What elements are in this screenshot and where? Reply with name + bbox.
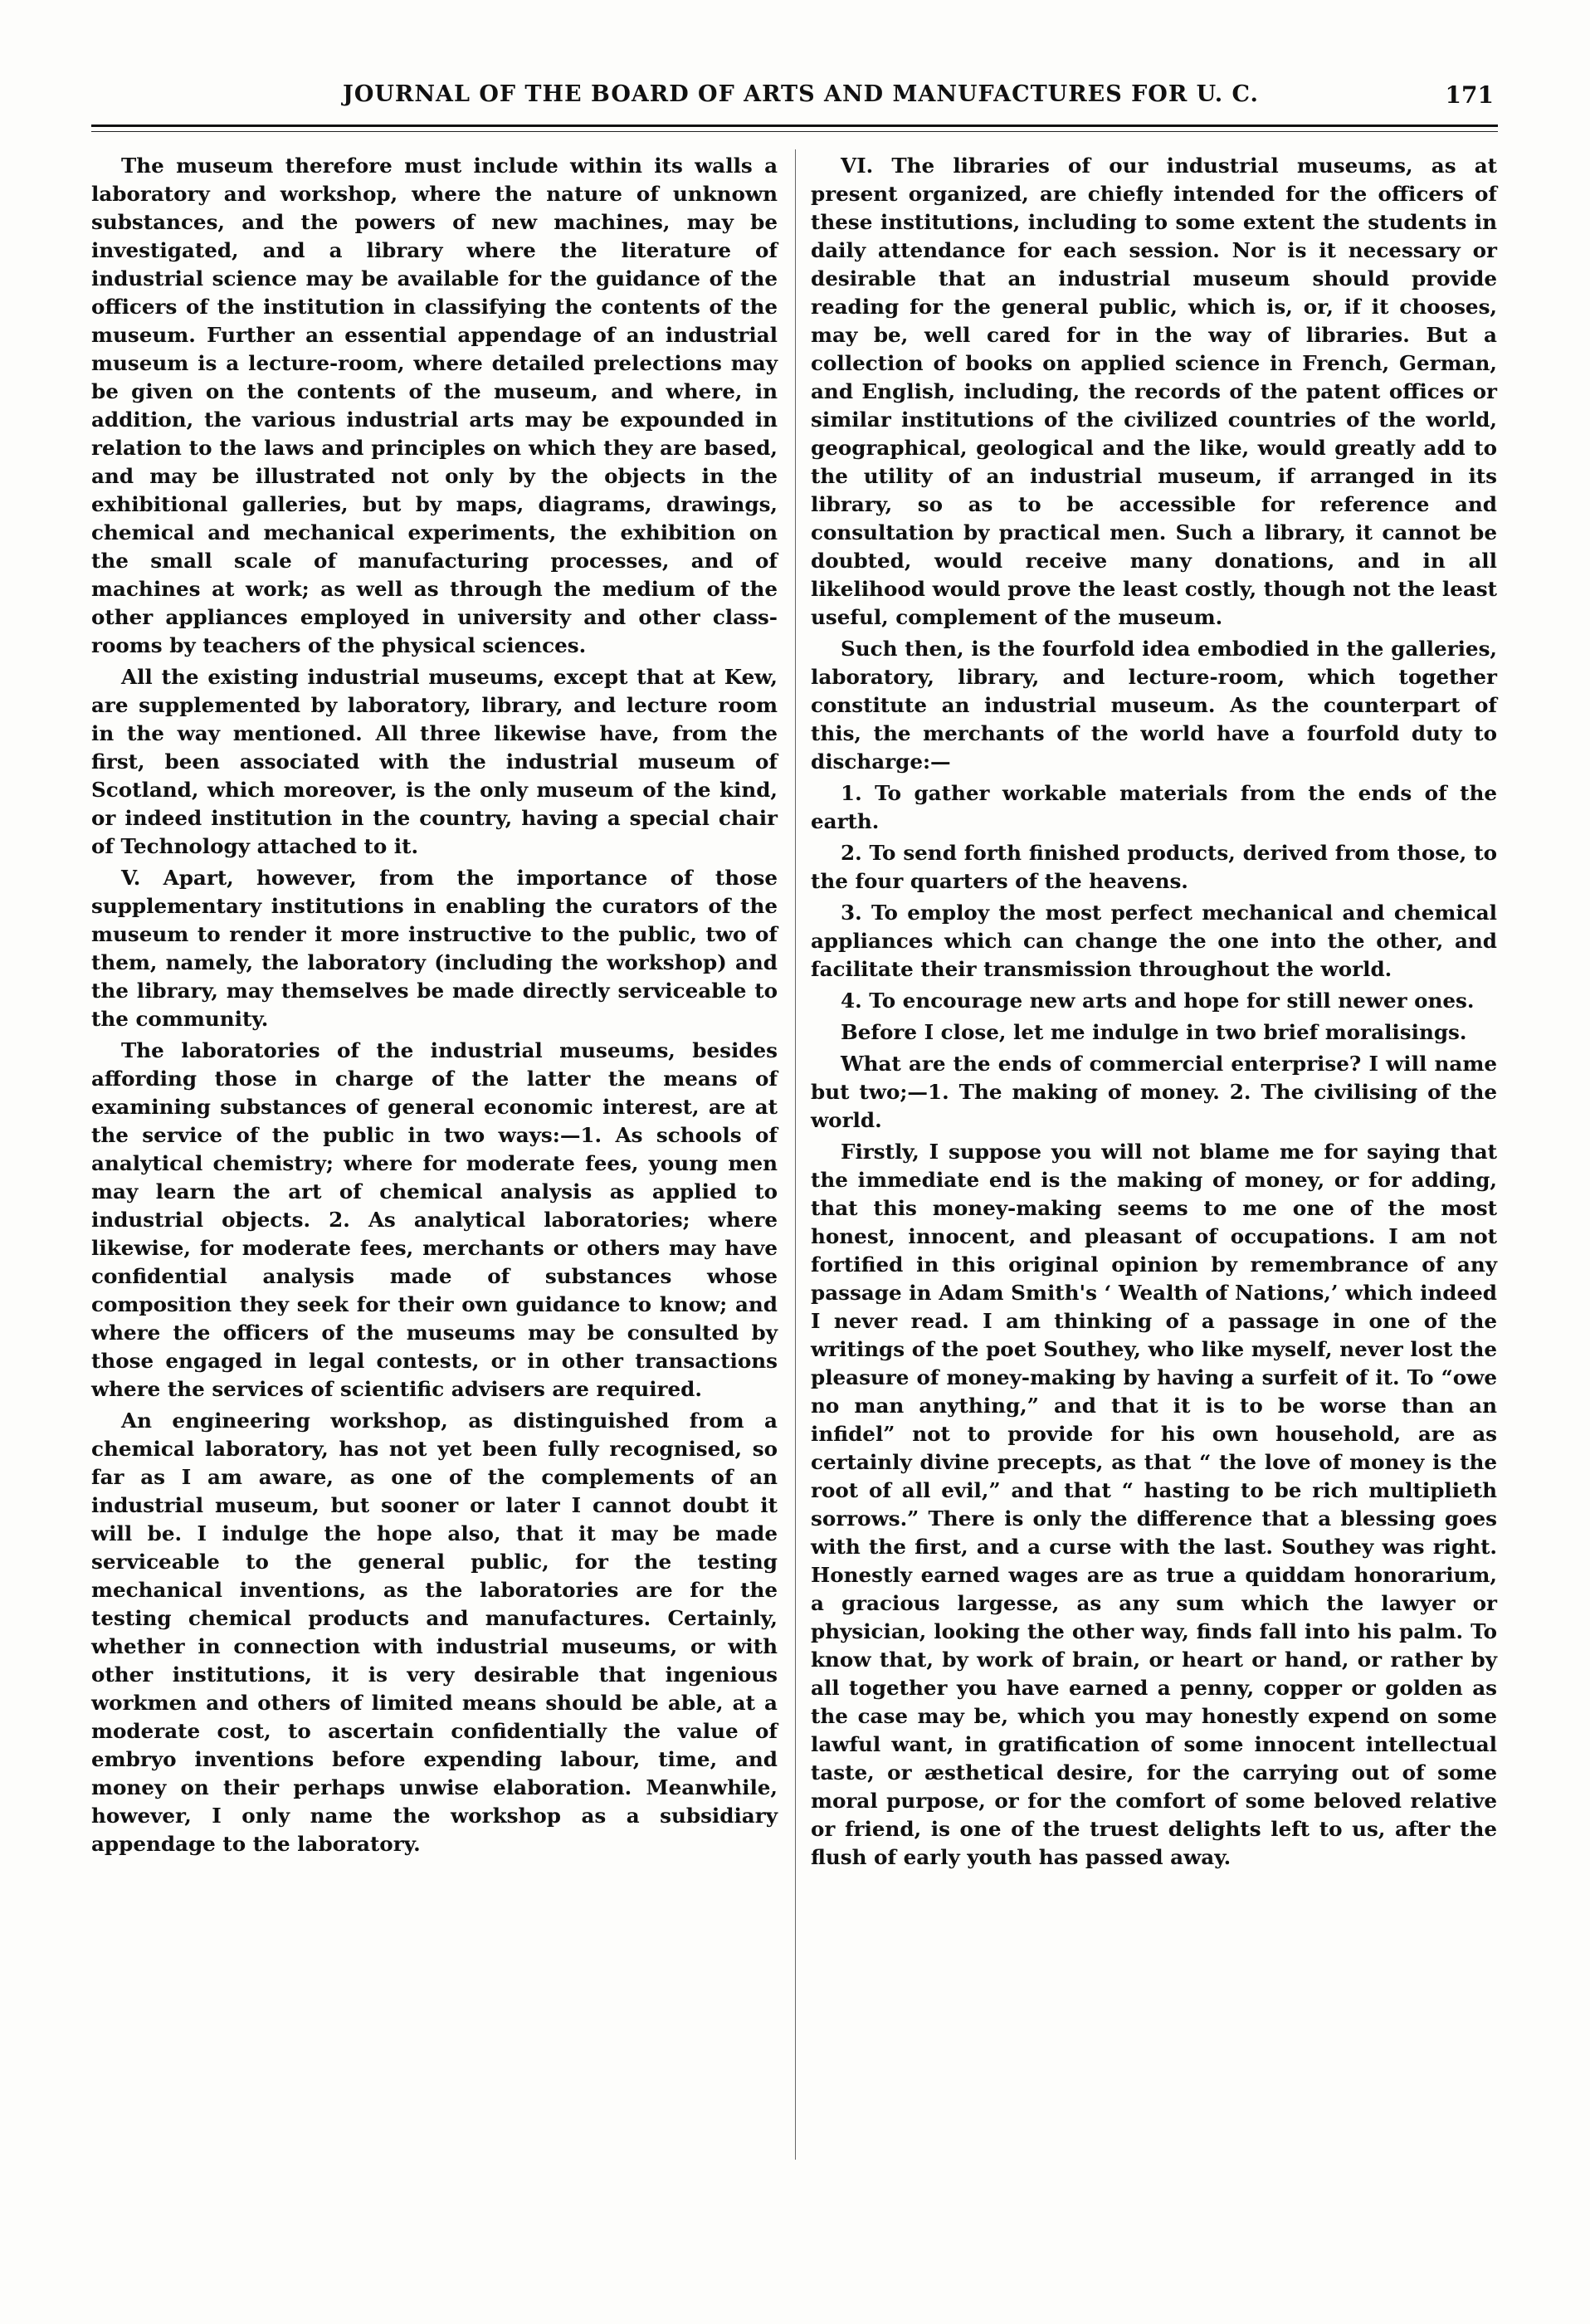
- journal-title: JOURNAL OF THE BOARD OF ARTS AND MANUFACTURES FOR U. C.: [343, 81, 1259, 107]
- paragraph: An engineering workshop, as distinguished from a chemical laboratory, has not yet been fully recognised, so far as I am aware, as one of the complements of an industrial museum, but sooner or later I cannot doubt it will be. I indulge the hope also, that it may be made serviceable to the general public, for the testing mechanical inventions, as the laboratories are for the testing chemical products and manufactures. Certainly, whether in connection with industrial museums, or with other institutions, it is very desirable that ingenious workmen and others of limited means should be able, at a moderate cost, to ascertain confidentially the value of embryo inventions before expending labour, time, and money on their perhaps unwise elaboration. Meanwhile, however, I only name the workshop as a subsidiary appendage to the laboratory.: [91, 1409, 778, 1856]
- paragraph: Before I close, let me indulge in two brief moralisings.: [841, 1020, 1467, 1044]
- paragraph: VI. The libraries of our industrial museums, as at present organized, are chiefly intended for the officers of these institutions, including to some extent the students in daily attendance for each session. Nor is it necessary or desirable that an industrial museum should provide reading for the general public, which is, or, if it chooses, may be, well cared for in the way of libraries. But a collection of books on applied science in French, German, and English, including, the records of the patent offices or similar institutions of the civilized countries of the world, geographical, geological and the like, would greatly add to the utility of an industrial museum, if arranged in its library, so as to be accessible for reference and consultation by practical men. Such a library, it cannot be doubted, would receive many donations, and in all likelihood would prove the least costly, though not the least useful, complement of the museum.: [811, 154, 1497, 629]
- page-number: 171: [1445, 81, 1494, 109]
- paragraph: Firstly, I suppose you will not blame me for saying that the immediate end is the making of money, or for adding, that this money-making seems to me one of the most honest, innocent, and pleasant of occupations. I am not fortified in this original opinion by remembrance of any passage in Adam Smith's ‘ Wealth of Nations,’ which indeed I never read. I am thinking of a passage in one of the writings of the poet Southey, who like myself, never lost the pleasure of money-making by having a surfeit of it. To “owe no man anything,” and that it is to be worse than an infidel” not to provide for his own household, are as certainly divine precepts, as that “ the love of money is the root of all evil,” and that “ hasting to be rich multiplieth sorrows.” There is only the difference that a blessing goes with the first, and a curse with the last. Southey was right. Honestly earned wages are as true a quiddam honorarium, a gracious largesse, as any sum which the lawyer or physician, looking the other way, finds fall into his palm. To know that, by work of brain, or heart or hand, or rather by all together you have earned a penny, copper or golden as the case may be, which you may honestly expend on some lawful want, in gratification of some innocent intellectual taste, or æsthetical desire, for the carrying out of some moral purpose, or for the comfort of some beloved relative or friend, is one of the truest delights left to us, after the flush of early youth has passed away.: [811, 1140, 1497, 1869]
- list-item: 2. To send forth finished products, derived from those, to the four quarters of the heavens.: [811, 841, 1497, 893]
- list-item: 3. To employ the most perfect mechanical and chemical appliances which can change the one into the other, and facilitate their transmission throughout the world.: [811, 901, 1497, 981]
- paragraph: Such then, is the fourfold idea embodied in the galleries, laboratory, library, and lecture-room, which together constitute an industrial museum. As the counterpart of this, the merchants of the world have a fourfold duty to discharge:—: [811, 637, 1497, 774]
- paragraph: What are the ends of commercial enterprise? I will name but two;—1. The making of money. 2. The civilising of the world.: [811, 1052, 1497, 1132]
- list-item: 1. To gather workable materials from the ends of the earth.: [811, 781, 1497, 833]
- header-rule: [91, 124, 1498, 127]
- paragraph: V. Apart, however, from the importance of those supplementary institutions in enabling the curators of the museum to render it more instructive to the public, two of them, namely, the laboratory (including the workshop) and the library, may themselves be made directly serviceable to the community.: [91, 866, 778, 1031]
- column-divider: [795, 149, 796, 2160]
- list-item: 4. To encourage new arts and hope for still newer ones.: [841, 989, 1475, 1013]
- header-rule-thin: [91, 131, 1498, 132]
- paragraph: The museum therefore must include within its walls a laboratory and workshop, where the nature of unknown substances, and the powers of new machines, may be investigated, and a library where the literature of industrial science may be available for the guidance of the officers of the institution in classifying the contents of the museum. Further an essential appendage of an industrial museum is a lecture-room, where detailed prelections may be given on the contents of the museum, and where, in addition, the various industrial arts may be expounded in relation to the laws and principles on which they are based, and may be illustrated not only by the objects in the exhibitional galleries, but by maps, diagrams, drawings, chemical and mechanical experiments, the exhibition on the small scale of manufacturing processes, and of machines at work; as well as through the medium of the other appliances employed in university and other class-rooms by teachers of the physical sciences.: [91, 154, 778, 657]
- paragraph: The laboratories of the industrial museums, besides affording those in charge of the latter the means of examining substances of general economic interest, are at the service of the public in two ways:—1. As schools of analytical chemistry; where for moderate fees, young men may learn the art of chemical analysis as applied to industrial objects. 2. As analytical laboratories; where likewise, for moderate fees, merchants or others may have confidential analysis made of substances whose composition they seek for their own guidance to know; and where the officers of the museums may be consulted by those engaged in legal contests, or in other transactions where the services of scientific advisers are required.: [91, 1038, 778, 1401]
- paragraph: All the existing industrial museums, except that at Kew, are supplemented by laboratory, library, and lecture room in the way mentioned. All three likewise have, from the first, been associated with the industrial museum of Scotland, which moreover, is the only museum of the kind, or indeed institution in the country, having a special chair of Technology attached to it.: [91, 665, 778, 858]
- left-column: [91, 152, 778, 1862]
- right-column: [811, 152, 1497, 1875]
- running-header: [274, 81, 1494, 121]
